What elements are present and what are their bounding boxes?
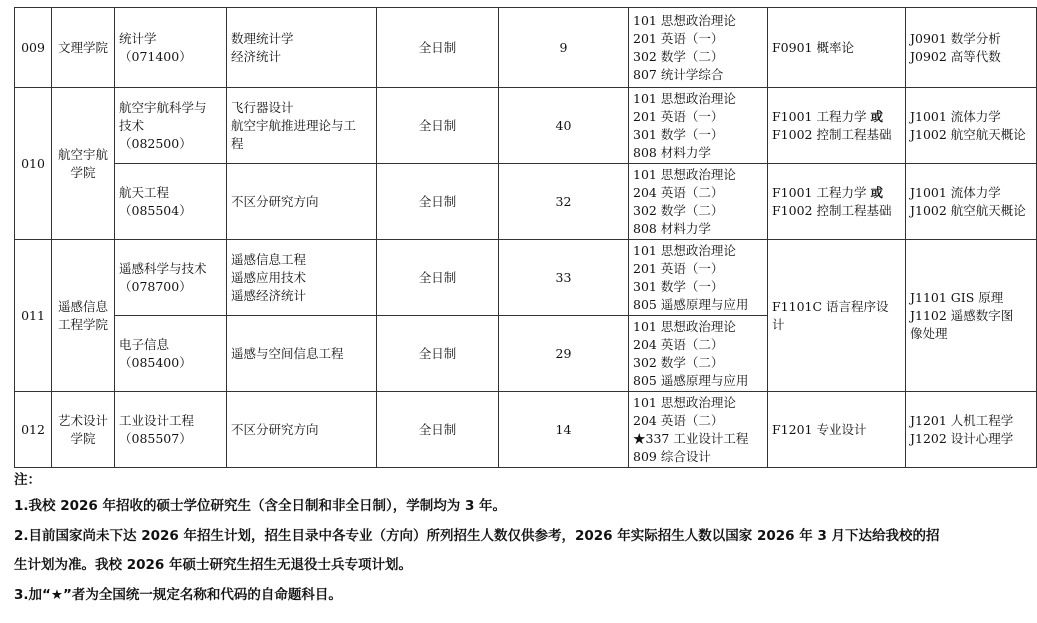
college-name: 文理学院 [52, 8, 115, 88]
enrollment-count: 9 [499, 8, 629, 88]
study-mode: 全日制 [377, 164, 499, 240]
major-name: 遥感科学与技术 （078700） [115, 240, 227, 316]
table-row [15, 240, 1037, 316]
research-direction: 遥感与空间信息工程 [227, 316, 377, 392]
retest-option-a: F1001 工程力学 [772, 108, 867, 124]
research-direction: 遥感信息工程 遥感应用技术 遥感经济统计 [227, 240, 377, 316]
enrollment-count: 14 [499, 392, 629, 468]
exam-subjects: 101 思想政治理论 201 英语（一） 301 数学（一） 808 材料力学 [629, 88, 768, 164]
major-name: 统计学 （071400） [115, 8, 227, 88]
admissions-table [14, 7, 1037, 468]
table-row [15, 392, 1037, 468]
table-row [15, 88, 1037, 164]
retest-or: 或 [870, 108, 883, 124]
exam-subjects: 101 思想政治理论 201 英语（一） 301 数学（一） 805 遥感原理与应用 [629, 240, 768, 316]
retest-option-b: F1002 控制工程基础 [772, 202, 892, 218]
exam-subjects: 101 思想政治理论 204 英语（二） 302 数学（二） 808 材料力学 [629, 164, 768, 240]
research-direction: 飞行器设计 航空宇航推进理论与工 程 [227, 88, 377, 164]
college-name: 艺术设计 学院 [52, 392, 115, 468]
research-direction: 不区分研究方向 [227, 164, 377, 240]
major-name: 航天工程 （085504） [115, 164, 227, 240]
extra-subjects: J1001 流体力学 J1002 航空航天概论 [906, 164, 1037, 240]
research-direction: 数理统计学 经济统计 [227, 8, 377, 88]
major-name: 航空宇航科学与 技术 （082500） [115, 88, 227, 164]
note-2: 2.目前国家尚未下达 2026 年招生计划，招生目录中各专业（方向）所列招生人数仅供参考，2026 年实际招生人数以国家 2026 年 3 月下达给我校的招生计划为准。我校 2026 年硕士研究生招生无退役士兵专项计划。 [14, 528, 940, 573]
college-name: 遥感信息 工程学院 [52, 240, 115, 392]
note-1: 1.我校 2026 年招收的硕士学位研究生（含全日制和非全日制），学制均为 3 年。 [14, 498, 507, 514]
retest-subject [768, 88, 906, 164]
exam-subjects: 101 思想政治理论 204 英语（二） ★337 工业设计工程 809 综合设计 [629, 392, 768, 468]
exam-subjects: 101 思想政治理论 204 英语（二） 302 数学（二） 805 遥感原理与应用 [629, 316, 768, 392]
retest-option-a: F1001 工程力学 [772, 184, 867, 200]
study-mode: 全日制 [377, 316, 499, 392]
retest-or: 或 [870, 184, 883, 200]
college-code: 010 [15, 88, 52, 240]
enrollment-count: 32 [499, 164, 629, 240]
college-code: 009 [15, 8, 52, 88]
enrollment-count: 29 [499, 316, 629, 392]
notes-section [14, 469, 944, 611]
college-code: 012 [15, 392, 52, 468]
exam-subjects: 101 思想政治理论 201 英语（一） 302 数学（二） 807 统计学综合 [629, 8, 768, 88]
retest-subject: F1101C 语言程序设计 [768, 240, 906, 392]
retest-subject: F1201 专业设计 [768, 392, 906, 468]
research-direction: 不区分研究方向 [227, 392, 377, 468]
major-name: 电子信息 （085400） [115, 316, 227, 392]
study-mode: 全日制 [377, 240, 499, 316]
extra-subjects: J0901 数学分析 J0902 高等代数 [906, 8, 1037, 88]
retest-subject: F0901 概率论 [768, 8, 906, 88]
table-row [15, 8, 1037, 88]
retest-option-b: F1002 控制工程基础 [772, 126, 892, 142]
extra-subjects: J1001 流体力学 J1002 航空航天概论 [906, 88, 1037, 164]
enrollment-count: 40 [499, 88, 629, 164]
major-name: 工业设计工程 （085507） [115, 392, 227, 468]
study-mode: 全日制 [377, 8, 499, 88]
enrollment-count: 33 [499, 240, 629, 316]
study-mode: 全日制 [377, 88, 499, 164]
note-3: 3.加“★”者为全国统一规定名称和代码的自命题科目。 [14, 587, 342, 603]
study-mode: 全日制 [377, 392, 499, 468]
extra-subjects: J1201 人机工程学 J1202 设计心理学 [906, 392, 1037, 468]
college-name: 航空宇航 学院 [52, 88, 115, 240]
notes-title: 注： [14, 472, 41, 488]
table-row [15, 164, 1037, 240]
extra-subjects: J1101 GIS 原理 J1102 遥感数字图 像处理 [906, 240, 1037, 392]
retest-subject [768, 164, 906, 240]
college-code: 011 [15, 240, 52, 392]
